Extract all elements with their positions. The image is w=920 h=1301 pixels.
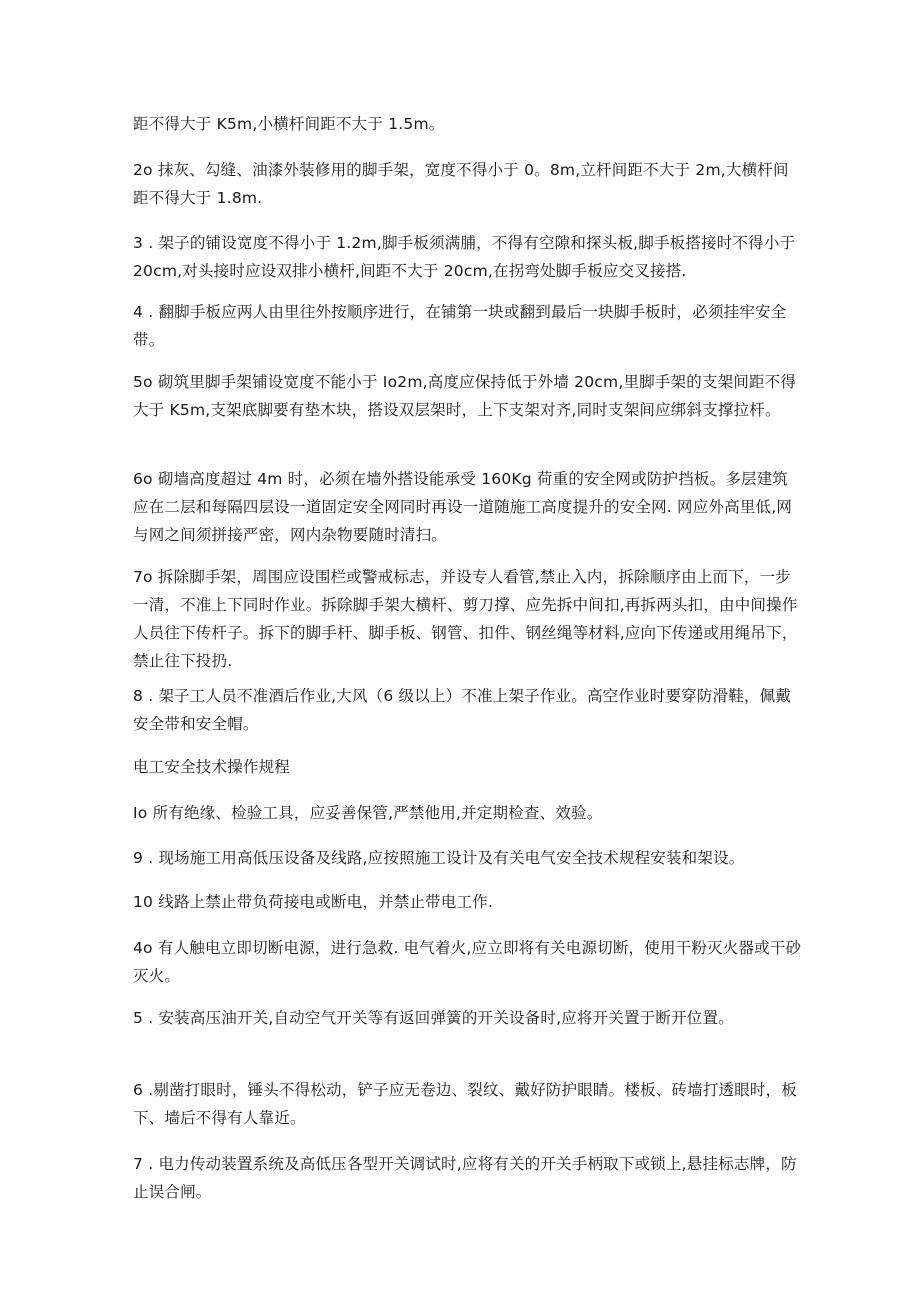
paragraph-6: 6o 砌墙高度超过 4m 时，必须在墙外搭设能承受 160Kg 荷重的安全网或防护挡板。多层建筑应在二层和每隔四层设一道固定安全网同时再设一道随施工高度提升的安全网. 网应外高里低,网与网之间须拼接严密，网内杂物要随时清扫。 — [133, 470, 793, 544]
paragraph-5: 5o 砌筑里脚手架铺设宽度不能小于 Io2m,高度应保持低于外墙 20cm,里脚手架的支架间距不得大于 K5m,支架底脚要有垫木块，搭设双层架时，上下支架对齐,同时支架间应绑斜支撑拉杆。 — [133, 373, 797, 419]
section-heading: 电工安全技术操作规程 — [133, 758, 291, 776]
paragraph-10: 9 . 现场施工用高低压设备及线路,应按照施工设计及有关电气安全技术规程安装和架设。 — [133, 849, 745, 867]
paragraph-3: 3 . 架子的铺设宽度不得小于 1.2m,脚手板须满脯，不得有空隙和探头板,脚手板搭接时不得小于 20cm,对头接时应设双排小横杆,间距不大于 20cm,在拐弯处脚手板应交叉接搭. — [133, 234, 796, 280]
paragraph-2: 2o 抹灰、勾缝、油漆外装修用的脚手架，宽度不得小于 0。8m,立杆间距不大于 2m,大横杆间距不得大于 1.8m. — [133, 161, 789, 207]
paragraph-13: 5 . 安装高压油开关,自动空气开关等有返回弹簧的开关设备时,应将开关置于断开位置。 — [133, 1009, 734, 1027]
paragraph-15: 7 . 电力传动装置系统及高低压各型开关调试时,应将有关的开关手柄取下或锁上,悬挂标志牌，防止误合闸。 — [133, 1155, 797, 1201]
paragraph-9: Io 所有绝缘、检验工具，应妥善保管,严禁他用,并定期检查、效验。 — [133, 804, 603, 822]
paragraph-14: 6 .剔凿打眼时，锤头不得松动，铲子应无卷边、裂纹、戴好防护眼睛。楼板、砖墙打透眼时，板下、墙后不得有人靠近。 — [133, 1081, 798, 1127]
paragraph-7: 7o 拆除脚手架，周围应设围栏或警戒标志，并设专人看管,禁止入内，拆除顺序由上而下，一步一清，不准上下同时作业。拆除脚手架大横杆、剪刀撑、应先拆中间扣,再拆两头扣，由中间操作人员往下传杆子。拆下的脚手杆、脚手板、钢管、扣件、钢丝绳等材料,应向下传递或用绳吊下，禁止往下投扔. — [133, 568, 798, 670]
paragraph-11: 10 线路上禁止带负荷接电或断电，并禁止带电工作. — [133, 893, 494, 911]
paragraph-1: 距不得大于 K5m,小横杆间距不大于 1.5m。 — [133, 115, 445, 133]
paragraph-8: 8 . 架子工人员不准酒后作业,大风（6 级以上）不准上架子作业。高空作业时要穿防滑鞋，佩戴安全带和安全帽。 — [133, 687, 792, 733]
paragraph-12: 4o 有人触电立即切断电源，进行急救. 电气着火,应立即将有关电源切断，使用干粉灭火器或干砂灭火。 — [133, 939, 802, 985]
paragraph-4: 4 . 翻脚手板应两人由里往外按顺序进行，在铺第一块或翻到最后一块脚手板时，必须挂牢安全带。 — [133, 303, 787, 349]
